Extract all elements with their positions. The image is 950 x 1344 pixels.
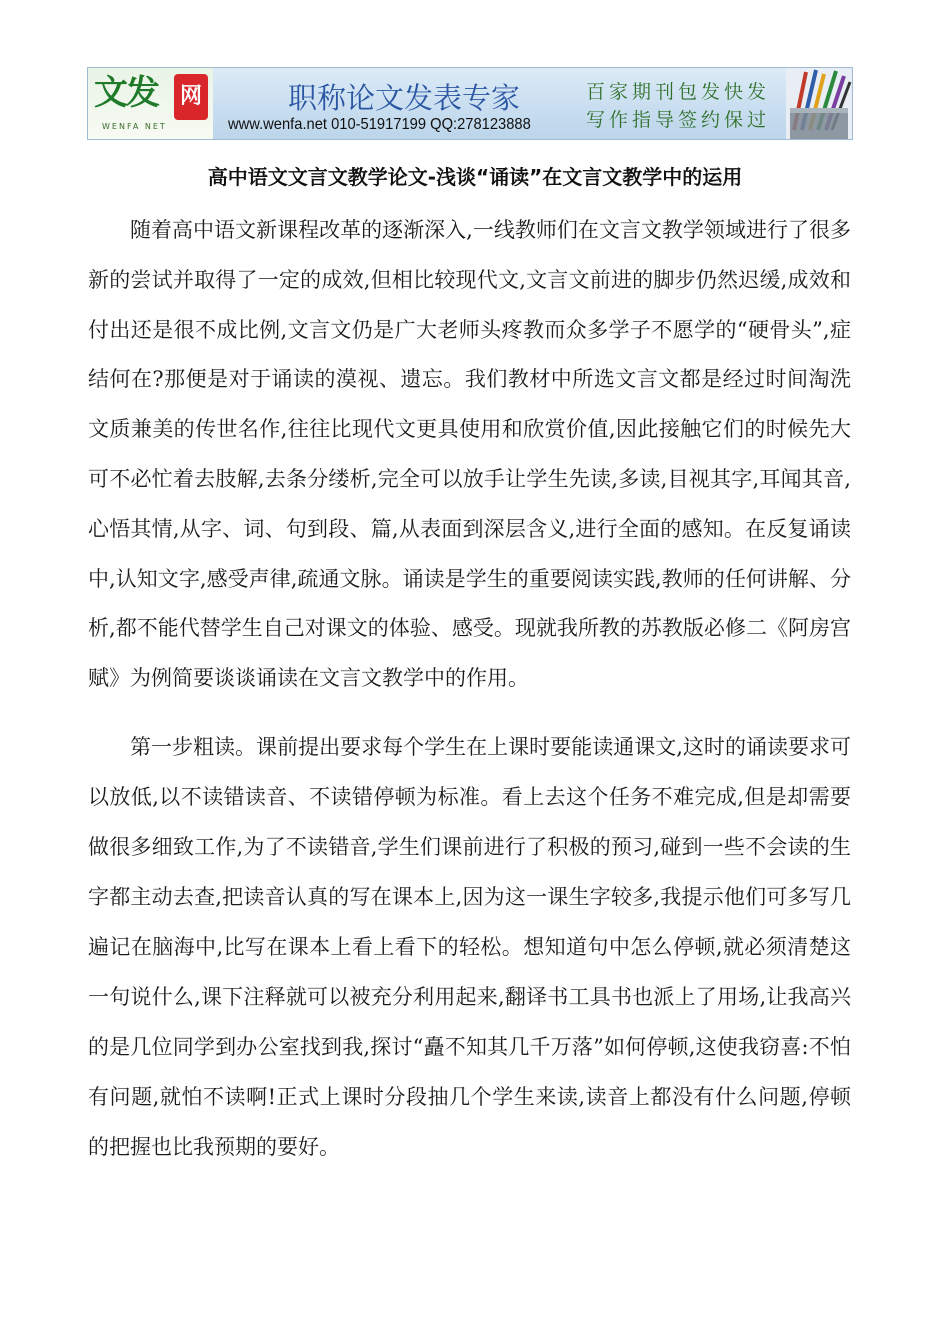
wenfa-logo	[88, 68, 213, 139]
banner-slogan	[586, 78, 770, 134]
article-paragraph-1: 随着高中语文新课程改革的逐渐深入,一线教师们在文言文教学领域进行了很多新的尝试并取得了一定的成效,但相比较现代文,文言文前进的脚步仍然迟缓,成效和付出还是很不成比例,文言文仍是广大老师头疼教而众多学子不愿学的“硬骨头”,症结何在?那便是对于诵读的漠视、遗忘。我们教材中所选文言文都是经过时间淘洗文质兼美的传世名作,往往比现代文更具使用和欣赏价值,因此接触它们的时候先大可不必忙着去肢解,去条分缕析,完全可以放手让学生先读,多读,目视其字,耳闻其音,心悟其情,从字、词、句到段、篇,从表面到深层含义,进行全面的感知。在反复诵读中,认知文字,感受声律,疏通文脉。诵读是学生的重要阅读实践,教师的任何讲解、分析,都不能代替学生自己对课文的体验、感受。现就我所教的苏教版必修二《阿房宫赋》为例简要谈谈诵读在文言文教学中的作用。	[88, 218, 851, 691]
banner-title: 职称论文发表专家	[288, 81, 521, 115]
slogan-line-2: 写作指导签约保过	[586, 109, 771, 131]
header-banner[interactable]	[87, 67, 853, 140]
banner-contact: www.wenfa.net 010-51917199 QQ:278123888	[228, 116, 531, 133]
logo-text: 文发	[94, 73, 158, 113]
logo-mark: 网	[174, 74, 208, 120]
article-title: 高中语文文言文教学论文-浅谈“诵读”在文言文教学中的运用	[207, 165, 743, 189]
article-paragraph-2: 第一步粗读。课前提出要求每个学生在上课时要能读通课文,这时的诵读要求可以放低,以不读错读音、不读错停顿为标准。看上去这个任务不难完成,但是却需要做很多细致工作,为了不读错音,学生们课前进行了积极的预习,碰到一些不会读的生字都主动去查,把读音认真的写在课本上,因为这一课生字较多,我提示他们可多写几遍记在脑海中,比写在课本上看上看下的轻松。想知道句中怎么停顿,就必须清楚这一句说什么,课下注释就可以被充分利用起来,翻译书工具书也派上了用场,让我高兴的是几位同学到办公室找到我,探讨“矗不知其几千万落”如何停顿,这使我窃喜:不怕有问题,就怕不读啊!正式上课时分段抽几个学生来读,读音上都没有什么问题,停顿的把握也比我预期的要好。	[88, 735, 851, 1159]
logo-subtitle: WENFA NET	[102, 122, 167, 131]
pencil-cup-icon	[786, 68, 852, 139]
slogan-line-1: 百家期刊包发快发	[586, 81, 771, 103]
